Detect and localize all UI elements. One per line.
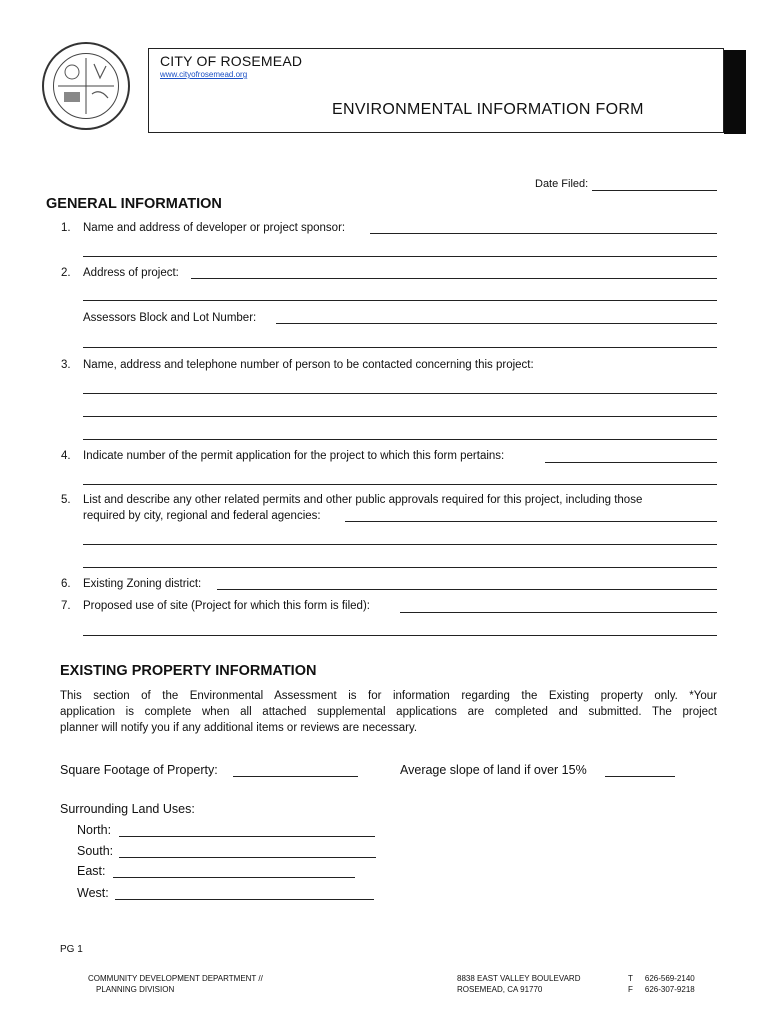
assessors-label: Assessors Block and Lot Number: xyxy=(83,312,257,324)
q1-number: 1. xyxy=(61,222,71,234)
q3-field-line1[interactable] xyxy=(83,393,717,394)
q5-number: 5. xyxy=(61,494,71,506)
paragraph-line1: This section of the Environmental Assessment is for information regarding the Existing property only. *Your xyxy=(60,690,717,702)
existing-property-paragraph xyxy=(60,688,717,736)
q4-field-line2[interactable] xyxy=(83,484,717,485)
q7-number: 7. xyxy=(61,600,71,612)
header-accent-bar xyxy=(724,50,746,134)
slope-label: Average slope of land if over 15% xyxy=(400,763,587,777)
q6-label: Existing Zoning district: xyxy=(83,578,202,590)
south-field[interactable] xyxy=(119,857,376,858)
fax-number: 626-307-9218 xyxy=(644,985,695,994)
q1-label: Name and address of developer or project sponsor: xyxy=(83,222,346,234)
address-line2: ROSEMEAD, CA 91770 xyxy=(457,985,543,994)
date-filed-field[interactable] xyxy=(592,190,717,191)
paragraph-line3: planner will notify you if any additional items or reviews are necessary. xyxy=(60,722,418,734)
east-field[interactable] xyxy=(113,877,355,878)
q5-field-line2[interactable] xyxy=(83,544,717,545)
q6-field[interactable] xyxy=(217,589,717,590)
q5-field-line3[interactable] xyxy=(83,567,717,568)
footer-contact xyxy=(628,973,695,995)
north-field[interactable] xyxy=(119,836,375,837)
general-information-heading: GENERAL INFORMATION xyxy=(46,196,222,212)
q6-number: 6. xyxy=(61,578,71,590)
q3-field-line2[interactable] xyxy=(83,416,717,417)
page-number: PG 1 xyxy=(60,944,83,955)
q4-number: 4. xyxy=(61,450,71,462)
q3-number: 3. xyxy=(61,359,71,371)
surrounding-land-uses-label: Surrounding Land Uses: xyxy=(60,802,195,816)
phone-number: 626-569-2140 xyxy=(644,974,695,983)
q7-field[interactable] xyxy=(400,612,717,613)
sqft-label: Square Footage of Property: xyxy=(60,763,218,777)
q5-label-line1: List and describe any other related permits and other public approvals required for this project, including those xyxy=(83,494,643,506)
south-label: South: xyxy=(77,844,114,858)
q3-field-line3[interactable] xyxy=(83,439,717,440)
address-line1: 8838 EAST VALLEY BOULEVARD xyxy=(457,974,581,983)
assessors-field[interactable] xyxy=(276,323,717,324)
existing-property-heading: EXISTING PROPERTY INFORMATION xyxy=(60,663,317,679)
slope-field[interactable] xyxy=(605,776,675,777)
q1-field[interactable] xyxy=(370,233,717,234)
q5-field[interactable] xyxy=(345,521,717,522)
fax-label: F xyxy=(628,985,633,994)
phone-label: T xyxy=(628,974,633,983)
q2-label: Address of project: xyxy=(83,267,179,279)
city-seal-inner xyxy=(53,53,119,119)
q4-label: Indicate number of the permit application for the project to which this form pertains: xyxy=(83,450,505,462)
footer-address xyxy=(457,973,580,995)
q2-field-line2[interactable] xyxy=(83,300,717,301)
department-line2: PLANNING DIVISION xyxy=(96,985,175,994)
q1-field-line2[interactable] xyxy=(83,256,717,257)
north-label: North: xyxy=(77,823,112,837)
sqft-field[interactable] xyxy=(233,776,358,777)
east-label: East: xyxy=(77,864,106,878)
paragraph-line2: application is complete when all attached supplemental applications are completed and submitted. The project xyxy=(60,706,717,718)
assessors-field-line2[interactable] xyxy=(83,347,717,348)
q7-field-line2[interactable] xyxy=(83,635,717,636)
q3-label: Name, address and telephone number of person to be contacted concerning this project: xyxy=(83,359,534,371)
city-seal xyxy=(42,42,130,130)
q2-number: 2. xyxy=(61,267,71,279)
west-label: West: xyxy=(77,886,109,900)
west-field[interactable] xyxy=(115,899,374,900)
q7-label: Proposed use of site (Project for which this form is filed): xyxy=(83,600,370,612)
city-website-link[interactable]: www.cityofrosemead.org xyxy=(160,70,248,79)
form-title: ENVIRONMENTAL INFORMATION FORM xyxy=(332,101,644,118)
q2-field[interactable] xyxy=(191,278,717,279)
q5-label-line2: required by city, regional and federal agencies: xyxy=(83,510,321,522)
date-filed-label: Date Filed: xyxy=(535,178,589,190)
department-line1: COMMUNITY DEVELOPMENT DEPARTMENT // xyxy=(88,974,263,983)
city-name: CITY OF ROSEMEAD xyxy=(160,53,303,69)
seal-emblem-icon xyxy=(54,54,118,118)
footer-department xyxy=(88,973,263,995)
q4-field[interactable] xyxy=(545,462,717,463)
